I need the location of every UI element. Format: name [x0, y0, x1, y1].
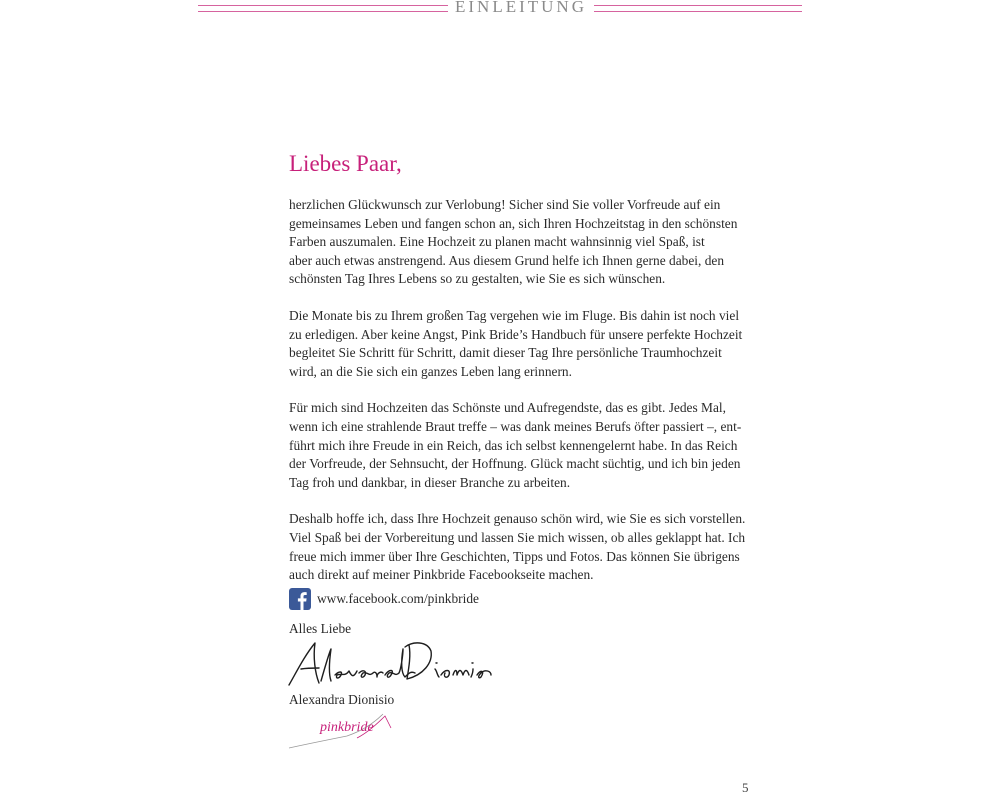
paragraph-line: freue mich immer über Ihre Geschichten, Tipps und Fotos. Das können Sie übrigens — [289, 548, 740, 564]
paragraph-line: wird, an die Sie sich ein ganzes Leben lang erinnern. — [289, 363, 572, 379]
letter-body — [289, 150, 759, 637]
paragraph-line: aber auch etwas anstrengend. Aus diesem Grund helfe ich Ihnen gerne dabei, den — [289, 252, 725, 268]
paragraph-line: Farben auszumalen. Eine Hochzeit zu planen macht wahnsinnig viel Spaß, ist — [289, 234, 705, 250]
paragraph-line: gemeinsames Leben und fangen schon an, sich Ihren Hochzeitstag in den schönsten — [289, 215, 738, 231]
signer-name: Alexandra Dionisio — [289, 692, 395, 707]
header-rule-left — [198, 5, 448, 12]
handwritten-signature — [285, 635, 495, 690]
paragraph-line: herzlichen Glückwunsch zur Verlobung! Sicher sind Sie voller Vorfreude auf ein — [289, 197, 721, 212]
letter-salutation: Liebes Paar, — [289, 151, 402, 176]
paragraph-line: Für mich sind Hochzeiten das Schönste und Aufregendste, das es gibt. Jedes Mal, — [289, 400, 726, 416]
paragraph-line: führt mich ihre Freude in ein Reich, das ich selbst kennengelernt habe. In das Reich — [289, 437, 738, 453]
paragraph-2 — [289, 307, 759, 381]
paragraph-line: Die Monate bis zu Ihrem großen Tag vergehen wie im Fluge. Bis dahin ist noch viel — [289, 307, 740, 323]
paragraph-1 — [289, 196, 759, 289]
header-rule-right — [594, 5, 802, 12]
page-number: 5 — [742, 780, 749, 795]
paragraph-line: begleitet Sie Schritt für Schritt, damit dieser Tag Ihre persönliche Traumhochzeit — [289, 345, 722, 361]
page-header — [0, 0, 1000, 20]
paragraph-line: Tag froh und dankbar, in dieser Branche zu arbeiten. — [289, 474, 571, 490]
paragraph-line: schönsten Tag Ihres Lebens so zu gestalten, wie Sie es sich wünschen. — [289, 271, 666, 287]
paragraph-line: auch direkt auf meiner Pinkbride Facebookseite machen. — [289, 567, 594, 583]
facebook-icon[interactable] — [289, 588, 311, 610]
pinkbride-logo-text: pinkbride — [320, 720, 374, 735]
paragraph-line: der Vorfreude, der Sehnsucht, der Hoffnung. Glück macht süchtig, und ich bin jeden — [289, 456, 741, 472]
facebook-row[interactable] — [289, 587, 759, 611]
paragraph-line: Viel Spaß bei der Vorbereitung und lassen Sie mich wissen, ob alles geklappt hat. Ich — [289, 529, 746, 545]
paragraph-line: Deshalb hoffe ich, dass Ihre Hochzeit genauso schön wird, wie Sie es sich vorstellen. — [289, 511, 746, 527]
paragraph-3 — [289, 399, 759, 492]
paragraph-line: zu erledigen. Aber keine Angst, Pink Bride’s Handbuch für unsere perfekte Hochzeit — [289, 326, 743, 342]
paragraph-line: wenn ich eine strahlende Braut treffe – was dank meines Berufs öfter passiert –, ent- — [289, 418, 742, 434]
paragraph-4 — [289, 510, 759, 584]
letter-closing: Alles Liebe — [289, 620, 352, 636]
section-title: EINLEITUNG — [455, 0, 587, 16]
facebook-link[interactable]: www.facebook.com/pinkbride — [317, 590, 480, 606]
